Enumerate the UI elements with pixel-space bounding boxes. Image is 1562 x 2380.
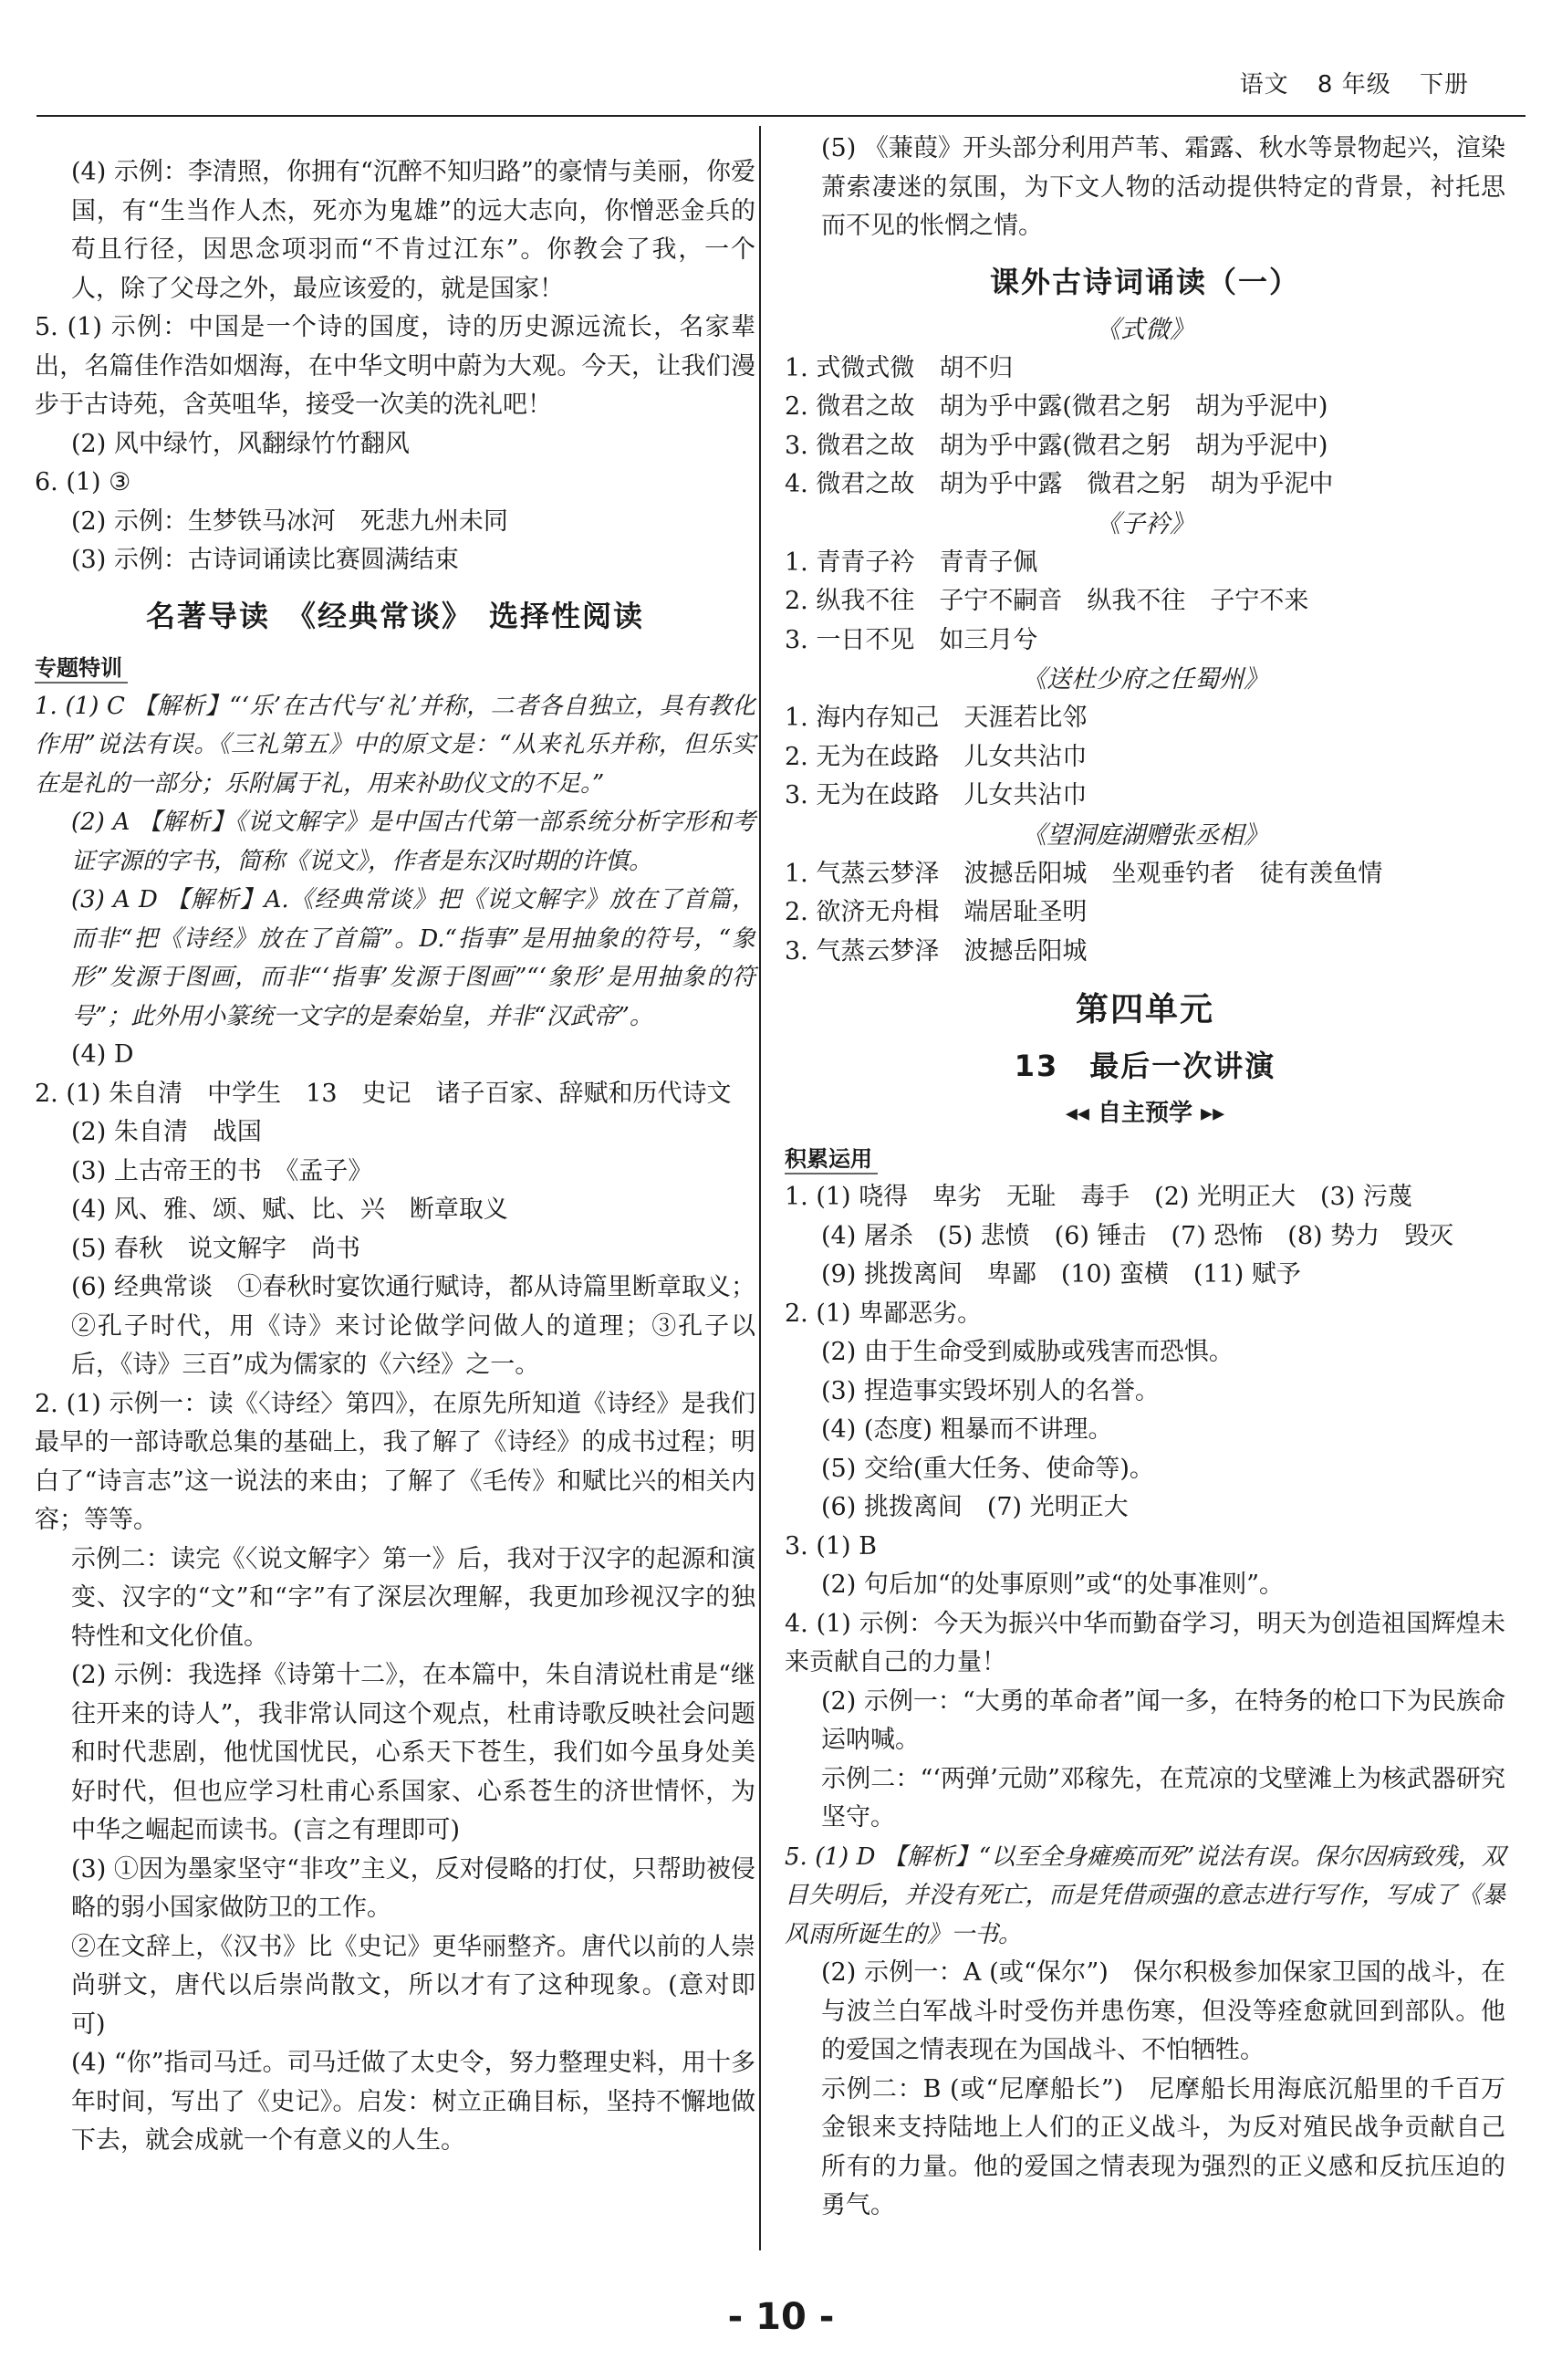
answer-text: 2. 微君之故 胡为乎中露(微君之躬 胡为乎泥中) — [785, 392, 1328, 421]
right-column — [785, 130, 1505, 2226]
answer-text: ②在文辞上，《汉书》比《史记》更华丽整齐。唐代以前的人崇尚骈文，唐代以后崇尚散文，所以才有了这种现象。(意对即可) — [71, 1932, 755, 2039]
answer-text: (2) 示例：我选择《诗第十二》，在本篇中，朱自清说杜甫是“继往开来的诗人”，我非常认同这个观点，杜甫诗歌反映社会问题和时代悲剧，他忧国忧民，心系天下苍生，我们如今虽身处美好时代，但也应学习杜甫心系国家、心系苍生的济世情怀，为中华之崛起而读书。(言之有理即可) — [71, 1661, 755, 1844]
answer-text: (3) 示例：古诗词诵读比赛圆满结束 — [71, 546, 459, 574]
answer-text: 示例二：读完《〈说文解字〉第一》后，我对于汉字的起源和演变、汉字的“文”和“字”有了深层次理解，我更加珍视汉字的独特性和文化价值。 — [71, 1544, 755, 1651]
answer-text: 1. 青青子衿 青青子佩 — [785, 548, 1038, 577]
answer-text: 1. 海内存知己 天涯若比邻 — [785, 704, 1088, 732]
answer-text: (2) 由于生命受到威胁或残害而恐惧。 — [821, 1338, 1234, 1366]
answer-text: 2. 欲济无舟楫 端居耻圣明 — [785, 898, 1088, 926]
answer-text: (4) (态度) 粗暴而不讲理。 — [821, 1415, 1113, 1444]
answer-text: (2) A 【解析】《说文解字》是中国古代第一部系统分析字形和考证字源的字书，简称《说文》，作者是东汉时期的许慎。 — [71, 809, 755, 875]
answer-text: (3) ①因为墨家坚守“非攻”主义，反对侵略的打仗，只帮助被侵略的弱小国家做防卫的工作。 — [71, 1854, 755, 1922]
answer-text: 6. (1) ③ — [35, 468, 131, 496]
poem-title: 《子衿》 — [1096, 509, 1194, 538]
answer-text: 1. 式微式微 胡不归 — [785, 353, 1014, 382]
answer-text: 5. (1) D 【解析】“以至全身瘫痪而死”说法有误。保尔因病致残，双目失明后，并没有死亡，而是凭借顽强的意志进行写作，写成了《暴风雨所诞生的》一书。 — [785, 1842, 1505, 1948]
answer-text: 1. (1) 哓得 卑劣 无耻 毒手 (2) 光明正大 (3) 污蔑 — [785, 1183, 1412, 1211]
answer-text: (4) 示例：李清照，你拥有“沉醉不知归路”的豪情与美丽，你爱国，有“生当作人杰，死亦为鬼雄”的远大志向，你憎恶金兵的苟且行径，因思念项羽而“不肯过江东”。你教会了我，一个人，除了父母之外，最应该爱的，就是国家！ — [71, 158, 755, 303]
section-title: 名著导读 《经典常谈》 选择性阅读 — [145, 598, 644, 633]
answer-text: (2) 风中绿竹，风翻绿竹竹翻风 — [71, 429, 410, 458]
answer-text: 4. 微君之故 胡为乎中露 微君之躬 胡为乎泥中 — [785, 470, 1334, 498]
poem-title: 《送杜少府之任蜀州》 — [1022, 665, 1268, 694]
answer-text: 1. (1) C 【解析】“‘乐’在古代与‘礼’并称，二者各自独立，具有教化作用”说法有误。《三礼第五》中的原文是：“从来礼乐并称，但乐实在是礼的一部分；乐附属于礼，用来补助仪文的不足。” — [35, 692, 755, 798]
unit-title: 第四单元 — [1075, 991, 1214, 1028]
answer-text: 3. 气蒸云梦泽 波撼岳阳城 — [785, 936, 1088, 966]
answer-text: (4) “你”指司马迁。司马迁做了太史令，努力整理史料，用十多年时间，写出了《史记》。启发：树立正确目标，坚持不懈地做下去，就会成就一个有意义的人生。 — [71, 2049, 755, 2155]
answer-text: (9) 挑拨离间 卑鄙 (10) 蛮横 (11) 赋予 — [821, 1260, 1301, 1289]
header-grade: 8 年级 — [1317, 71, 1391, 99]
header-rule — [36, 115, 1526, 117]
page-number: - 10 - — [727, 2296, 835, 2338]
section-tag: 专题特训 — [35, 650, 128, 684]
lesson-title: 13 最后一次讲演 — [1014, 1049, 1276, 1083]
answer-text: 2. (1) 示例一：读《〈诗经〉第四》，在原先所知道《诗经》是我们最早的一部诗歌总集的基础上，我了解了《诗经》的成书过程；明白了“诗言志”这一说法的来由；了解了《毛传》和赋比兴的相关内容；等等。 — [35, 1389, 755, 1534]
answer-text: 1. 气蒸云梦泽 波撼岳阳城 坐观垂钓者 徒有羡鱼情 — [785, 859, 1383, 888]
header-subject: 语文 — [1239, 71, 1289, 99]
answer-text: 2. 无为在歧路 儿女共沾巾 — [785, 742, 1088, 771]
answer-text: (5) 春秋 说文解字 尚书 — [71, 1234, 360, 1263]
poem-title: 《式微》 — [1096, 315, 1194, 344]
answer-text: (4) D — [71, 1040, 134, 1069]
answer-text: (2) 示例一：A (或“保尔”) 保尔积极参加保家卫国的战斗，在与波兰白军战斗时受伤并患伤寒，但没等痊愈就回到部队。他的爱国之情表现在为国战斗、不怕牺牲。 — [821, 1958, 1505, 2064]
answer-text: (6) 挑拨离间 (7) 光明正大 — [821, 1493, 1129, 1521]
answer-text: (2) 句后加“的处事原则”或“的处事准则”。 — [821, 1571, 1285, 1599]
answer-text: 2. (1) 卑鄙恶劣。 — [785, 1299, 983, 1328]
answer-text: 4. (1) 示例：今天为振兴中华而勤奋学习，明天为创造祖国辉煌未来贡献自己的力量！ — [785, 1609, 1505, 1676]
page-header — [1220, 66, 1469, 99]
answer-text: (5) 交给(重大任务、使命等)。 — [821, 1454, 1154, 1483]
answer-text: (3) A D 【解析】A.《经典常谈》把《说文解字》放在了首篇，而非“把《诗经》放在了首篇”。D.“指事”是用抽象的符号，“象形”发源于图画，而非“‘指事’发源于图画”“‘象形’是用抽象的符号”；此外用小篆统一文字的是秦始皇，并非“汉武帝”。 — [71, 886, 755, 1030]
header-volume: 下册 — [1419, 71, 1469, 99]
answer-text: (2) 朱自清 战国 — [71, 1118, 262, 1146]
answer-text: (5) 《蒹葭》开头部分利用芦苇、霜露、秋水等景物起兴，渲染萧索凄迷的氛围，为下文人物的活动提供特定的背景，衬托思而不见的怅惘之情。 — [821, 134, 1505, 240]
column-divider — [759, 126, 761, 2250]
answer-text: (4) 屠杀 (5) 悲愤 (6) 锤击 (7) 恐怖 (8) 势力 毁灭 — [821, 1221, 1454, 1250]
answer-text: 2. 纵我不往 子宁不嗣音 纵我不往 子宁不来 — [785, 587, 1309, 615]
answer-text: (3) 上古帝王的书 《孟子》 — [71, 1156, 373, 1185]
subsection-title: ◂◂ 自主预学 ▸▸ — [1065, 1100, 1225, 1127]
answer-text: (2) 示例一：“大勇的革命者”闻一多，在特务的枪口下为民族命运呐喊。 — [821, 1686, 1505, 1754]
left-column — [35, 153, 755, 2161]
section-tag: 积累运用 — [785, 1141, 878, 1174]
section-title: 课外古诗词诵读（一） — [989, 264, 1300, 299]
answer-text: 3. 微君之故 胡为乎中露(微君之躬 胡为乎泥中) — [785, 431, 1328, 460]
answer-text: 5. (1) 示例：中国是一个诗的国度，诗的历史源远流长，名家辈出，名篇佳作浩如烟海，在中华文明中蔚为大观。今天，让我们漫步于古诗苑，含英咀华，接受一次美的洗礼吧！ — [35, 313, 755, 419]
answer-text: 示例二：“‘两弹’元勋”邓稼先，在荒凉的戈壁滩上为核武器研究坚守。 — [821, 1764, 1505, 1832]
answer-text: (6) 经典常谈 ①春秋时宴饮通行赋诗，都从诗篇里断章取义；②孔子时代，用《诗》来讨论做学问做人的道理；③孔子以后，《诗》三百”成为儒家的《六经》之一。 — [71, 1273, 755, 1379]
answer-text: (2) 示例：生梦铁马冰河 死悲九州未同 — [71, 506, 508, 536]
answer-text: (3) 捏造事实毁坏别人的名誉。 — [821, 1376, 1160, 1405]
answer-text: 3. 一日不见 如三月兮 — [785, 625, 1038, 654]
answer-text: 2. (1) 朱自清 中学生 13 史记 诸子百家、辞赋和历代诗文 — [35, 1079, 732, 1108]
poem-title: 《望洞庭湖赠张丞相》 — [1022, 820, 1268, 850]
answer-text: (4) 风、雅、颂、赋、比、兴 断章取义 — [71, 1195, 508, 1224]
answer-text: 示例二：B (或“尼摩船长”) 尼摩船长用海底沉船里的千百万金银来支持陆地上人们的正义战斗，为反对殖民战争贡献自己所有的力量。他的爱国之情表现为强烈的正义感和反抗压迫的勇气。 — [821, 2074, 1505, 2219]
answer-text: 3. (1) B — [785, 1531, 878, 1561]
answer-text: 3. 无为在歧路 儿女共沾巾 — [785, 781, 1088, 809]
